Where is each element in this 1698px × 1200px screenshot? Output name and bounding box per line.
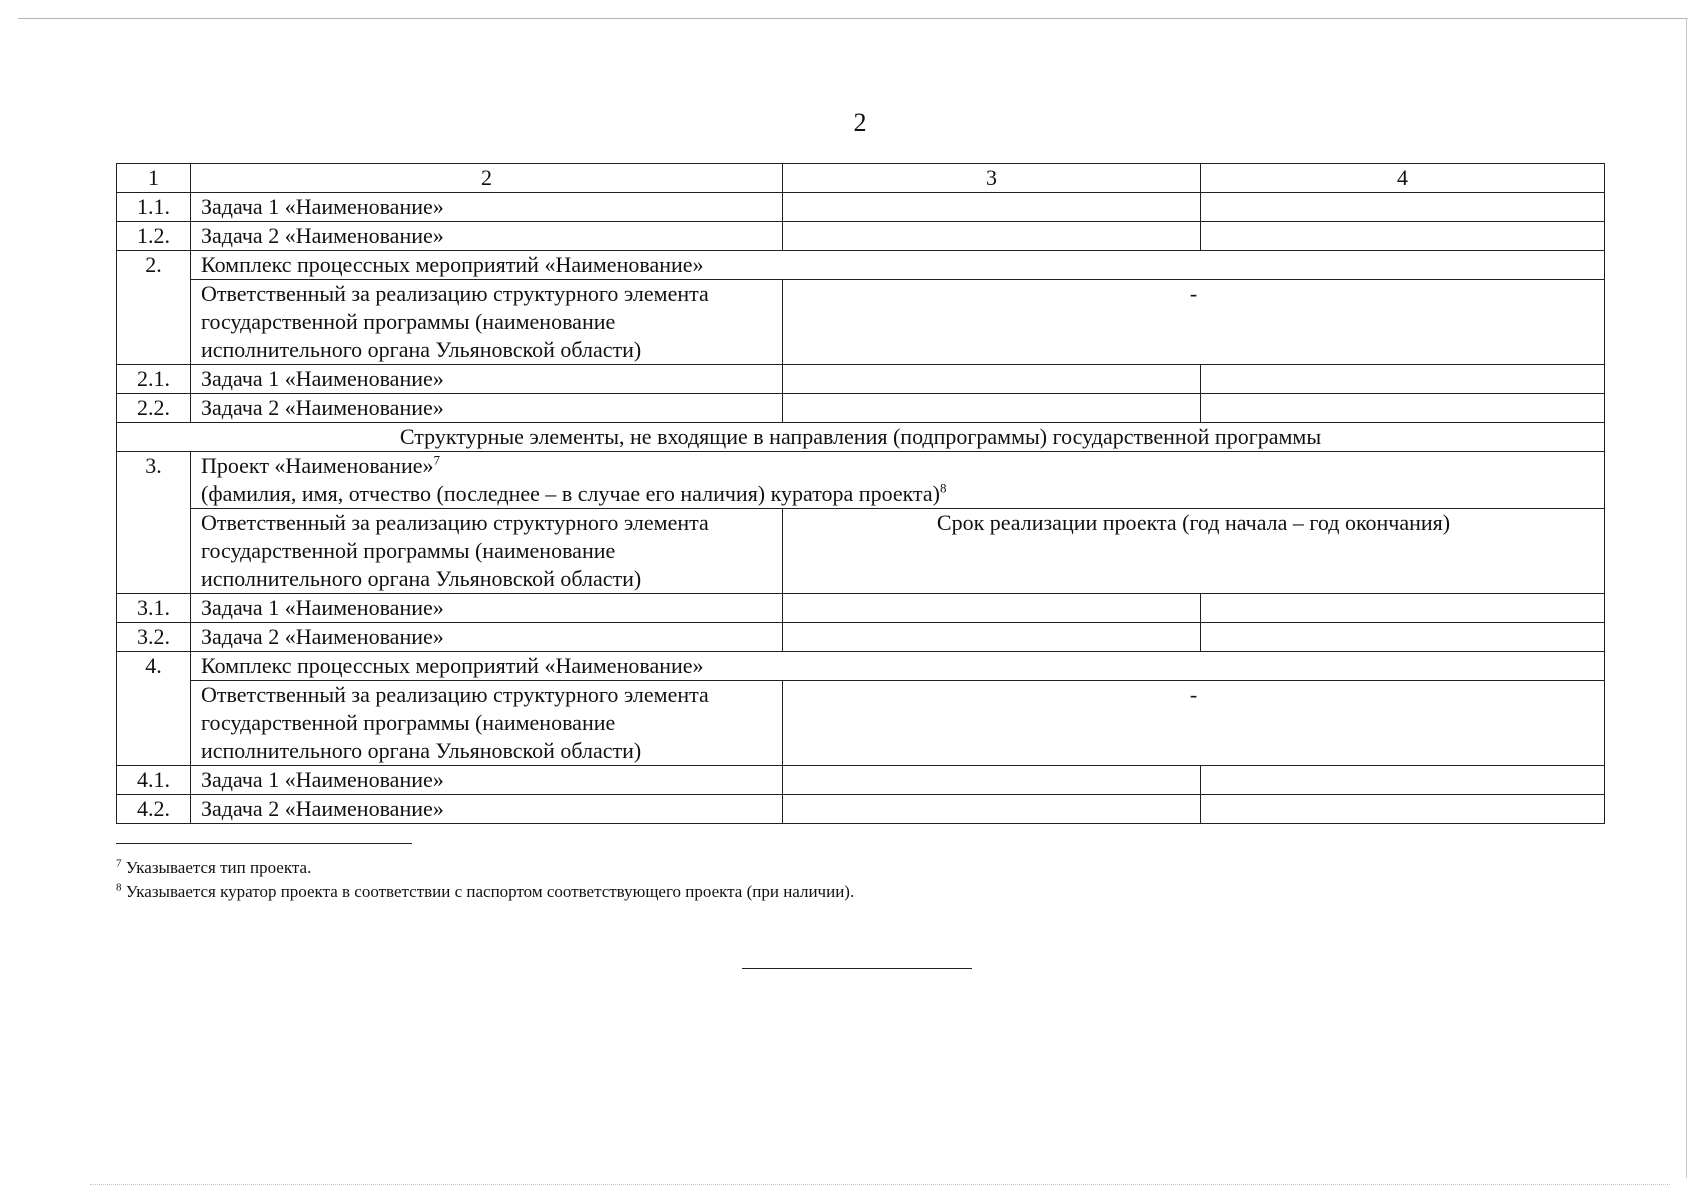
responsible-value: - (783, 280, 1605, 365)
header-cell: 2 (191, 164, 783, 193)
scan-noise (90, 1184, 1670, 1185)
empty-cell (783, 623, 1201, 652)
section-title: Структурные элементы, не входящие в направления (подпрограммы) государственной программы (117, 423, 1605, 452)
row-number: 4.1. (117, 766, 191, 795)
footnote-ref: 7 (433, 452, 440, 468)
footnote-item (116, 856, 1416, 880)
empty-cell (1201, 365, 1605, 394)
project-cell (191, 452, 1605, 509)
empty-cell (783, 594, 1201, 623)
header-cell: 1 (117, 164, 191, 193)
row-number: 4. (117, 652, 191, 766)
row-number: 3.2. (117, 623, 191, 652)
footnote-ref: 8 (939, 480, 947, 496)
table-row (117, 681, 1605, 766)
footnote-mark: 8 (116, 881, 122, 894)
responsible-value: - (783, 681, 1605, 766)
table-header-row (117, 164, 1605, 193)
responsible-label: Ответственный за реализацию структурного элемента государственной программы (наименование исполнительного органа Ульяновской области) (191, 509, 783, 594)
table-row (117, 795, 1605, 824)
header-cell: 4 (1201, 164, 1605, 193)
table-row (117, 766, 1605, 795)
empty-cell (1201, 766, 1605, 795)
page-border (18, 18, 1688, 19)
project-term: Срок реализации проекта (год начала – год окончания) (783, 509, 1605, 594)
empty-cell (1201, 795, 1605, 824)
footnote-text: Указывается тип проекта. (125, 858, 312, 877)
row-number: 3.1. (117, 594, 191, 623)
empty-cell (1201, 623, 1605, 652)
table-row (117, 652, 1605, 681)
responsible-label: Ответственный за реализацию структурного элемента государственной программы (наименование исполнительного органа Ульяновской области) (191, 681, 783, 766)
row-number: 1.2. (117, 222, 191, 251)
document-end-line (742, 968, 972, 969)
footnote-mark: 7 (116, 857, 122, 870)
empty-cell (783, 795, 1201, 824)
table-row (117, 623, 1605, 652)
row-number: 2. (117, 251, 191, 365)
row-number: 4.2. (117, 795, 191, 824)
program-structure-table (116, 163, 1605, 824)
row-number: 3. (117, 452, 191, 594)
page-border (1686, 18, 1687, 1178)
empty-cell (783, 193, 1201, 222)
header-cell: 3 (783, 164, 1201, 193)
page-number: 2 (853, 108, 867, 137)
task-name: Задача 2 «Наименование» (191, 394, 783, 423)
task-name: Задача 1 «Наименование» (191, 365, 783, 394)
table-row (117, 251, 1605, 280)
footnote-item (116, 880, 1416, 904)
empty-cell (783, 365, 1201, 394)
table-row (117, 452, 1605, 509)
table-row (117, 222, 1605, 251)
footnotes (116, 856, 1416, 904)
empty-cell (783, 222, 1201, 251)
row-number: 2.2. (117, 394, 191, 423)
row-number: 2.1. (117, 365, 191, 394)
empty-cell (1201, 193, 1605, 222)
task-name: Задача 1 «Наименование» (191, 193, 783, 222)
row-number: 1.1. (117, 193, 191, 222)
footnote-text: Указывается куратор проекта в соответствии с паспортом соответствующего проекта (при наличии). (125, 882, 855, 901)
complex-name: Комплекс процессных мероприятий «Наименование» (191, 652, 1605, 681)
complex-name: Комплекс процессных мероприятий «Наименование» (191, 251, 1605, 280)
table-row (117, 193, 1605, 222)
table-row (117, 594, 1605, 623)
empty-cell (783, 766, 1201, 795)
empty-cell (1201, 594, 1605, 623)
empty-cell (1201, 222, 1605, 251)
project-curator: (фамилия, имя, отчество (последнее – в случае его наличия) куратора проекта) (201, 481, 940, 506)
table-row (117, 394, 1605, 423)
task-name: Задача 1 «Наименование» (191, 594, 783, 623)
empty-cell (783, 394, 1201, 423)
table-row (117, 280, 1605, 365)
empty-cell (1201, 394, 1605, 423)
table-row (117, 365, 1605, 394)
footnote-separator (116, 843, 412, 844)
project-name: Проект «Наименование» (201, 453, 434, 478)
task-name: Задача 1 «Наименование» (191, 766, 783, 795)
table-row (117, 509, 1605, 594)
task-name: Задача 2 «Наименование» (191, 222, 783, 251)
task-name: Задача 2 «Наименование» (191, 623, 783, 652)
responsible-label: Ответственный за реализацию структурного элемента государственной программы (наименование исполнительного органа Ульяновской области) (191, 280, 783, 365)
task-name: Задача 2 «Наименование» (191, 795, 783, 824)
section-row (117, 423, 1605, 452)
